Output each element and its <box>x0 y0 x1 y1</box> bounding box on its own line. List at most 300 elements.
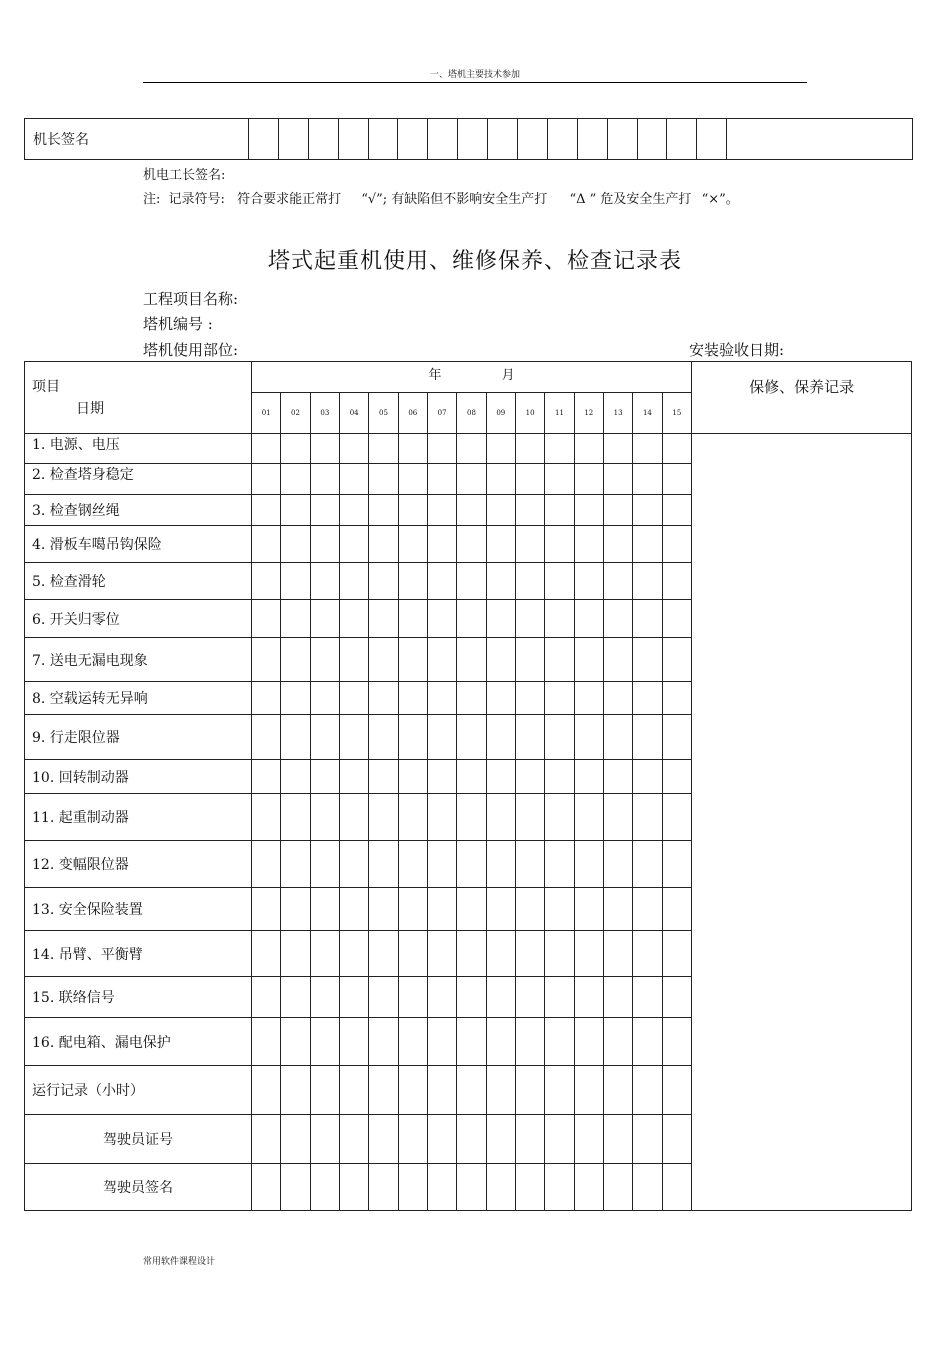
record-cell <box>633 1115 662 1164</box>
record-cell <box>603 434 632 464</box>
record-cell <box>545 682 574 715</box>
row-label: 7. 送电无漏电现象 <box>25 638 252 682</box>
signature-cell <box>428 119 458 160</box>
record-cell <box>369 495 398 526</box>
record-cell <box>310 495 339 526</box>
record-cell <box>457 715 486 760</box>
record-cell <box>252 931 281 977</box>
record-cell <box>427 434 456 464</box>
record-cell <box>603 760 632 794</box>
record-cell <box>633 600 662 638</box>
record-cell <box>310 563 339 600</box>
record-cell <box>545 526 574 563</box>
record-cell <box>633 888 662 931</box>
record-cell <box>574 1164 603 1211</box>
record-cell <box>515 526 544 563</box>
record-cell <box>633 794 662 841</box>
record-cell <box>486 563 515 600</box>
record-cell <box>545 977 574 1018</box>
record-cell <box>252 600 281 638</box>
header-rule <box>143 82 807 83</box>
record-cell <box>486 977 515 1018</box>
row-label: 2. 检查塔身稳定 <box>25 464 252 495</box>
record-cell <box>574 760 603 794</box>
record-cell <box>281 931 310 977</box>
record-cell <box>633 1018 662 1066</box>
day-header-cell: 11 <box>545 393 574 434</box>
record-cell <box>574 563 603 600</box>
record-cell <box>398 563 427 600</box>
record-cell <box>603 1115 632 1164</box>
record-cell <box>486 1115 515 1164</box>
row-label: 10. 回转制动器 <box>25 760 252 794</box>
record-cell <box>398 1164 427 1211</box>
record-cell <box>486 464 515 495</box>
row-label: 4. 滑板车噶吊钩保险 <box>25 526 252 563</box>
record-cell <box>252 1115 281 1164</box>
record-cell <box>457 760 486 794</box>
record-cell <box>398 600 427 638</box>
record-cell <box>369 563 398 600</box>
record-cell <box>457 1115 486 1164</box>
record-cell <box>515 931 544 977</box>
record-cell <box>515 1164 544 1211</box>
crane-location-label: 塔机使用部位: <box>143 341 239 359</box>
record-cell <box>369 434 398 464</box>
record-cell <box>545 1066 574 1115</box>
record-cell <box>252 638 281 682</box>
record-cell <box>398 760 427 794</box>
record-cell <box>369 794 398 841</box>
record-cell <box>545 1115 574 1164</box>
record-cell <box>457 434 486 464</box>
record-cell <box>398 888 427 931</box>
record-cell <box>427 1115 456 1164</box>
signature-cell <box>727 119 913 160</box>
record-cell <box>486 682 515 715</box>
record-cell <box>398 1115 427 1164</box>
record-cell <box>310 931 339 977</box>
record-cell <box>252 760 281 794</box>
record-cell <box>457 495 486 526</box>
record-cell <box>427 1018 456 1066</box>
record-cell <box>545 495 574 526</box>
record-cell <box>574 526 603 563</box>
record-cell <box>662 1066 692 1115</box>
record-cell <box>281 495 310 526</box>
record-cell <box>339 1164 368 1211</box>
record-cell <box>574 1066 603 1115</box>
record-cell <box>515 841 544 888</box>
record-cell <box>545 464 574 495</box>
record-cell <box>515 464 544 495</box>
cross-mark-symbol: “×”。 <box>701 192 739 207</box>
record-cell <box>515 888 544 931</box>
record-cell <box>281 434 310 464</box>
record-cell <box>545 841 574 888</box>
record-cell <box>574 682 603 715</box>
record-cell <box>339 464 368 495</box>
row-label: 6. 开关归零位 <box>25 600 252 638</box>
record-cell <box>603 715 632 760</box>
row-label: 12. 变幅限位器 <box>25 841 252 888</box>
record-cell <box>427 888 456 931</box>
record-cell <box>633 715 662 760</box>
record-cell <box>427 977 456 1018</box>
acceptance-date-label: 安装验收日期: <box>689 341 785 359</box>
maintenance-record-cell <box>692 434 912 1211</box>
record-cell <box>281 715 310 760</box>
record-cell <box>310 888 339 931</box>
day-header-cell: 06 <box>398 393 427 434</box>
record-cell <box>633 434 662 464</box>
record-cell <box>339 563 368 600</box>
signature-cell <box>278 119 308 160</box>
record-cell <box>574 495 603 526</box>
record-cell <box>310 526 339 563</box>
record-cell <box>662 794 692 841</box>
record-cell <box>281 841 310 888</box>
year-month-cell <box>252 362 692 393</box>
record-cell <box>398 464 427 495</box>
signature-cell <box>458 119 488 160</box>
record-cell <box>574 1115 603 1164</box>
record-cell <box>457 638 486 682</box>
record-cell <box>398 638 427 682</box>
record-cell <box>369 841 398 888</box>
record-cell <box>486 600 515 638</box>
record-cell <box>545 715 574 760</box>
record-cell <box>369 1164 398 1211</box>
item-date-header-cell <box>25 362 252 434</box>
record-cell <box>486 638 515 682</box>
row-label: 驾驶员证号 <box>25 1115 252 1164</box>
row-label: 3. 检查钢丝绳 <box>25 495 252 526</box>
row-label: 运行记录（小时） <box>25 1066 252 1115</box>
record-cell <box>457 841 486 888</box>
record-cell <box>398 715 427 760</box>
record-cell <box>662 638 692 682</box>
record-cell <box>603 495 632 526</box>
record-cell <box>252 563 281 600</box>
signature-cell <box>338 119 368 160</box>
record-cell <box>369 1018 398 1066</box>
record-cell <box>310 760 339 794</box>
record-cell <box>339 931 368 977</box>
record-cell <box>662 526 692 563</box>
record-cell <box>662 563 692 600</box>
record-cell <box>662 931 692 977</box>
record-cell <box>603 931 632 977</box>
record-cell <box>369 1066 398 1115</box>
record-cell <box>486 434 515 464</box>
signature-cell <box>547 119 577 160</box>
row-label: 5. 检查滑轮 <box>25 563 252 600</box>
record-cell <box>310 464 339 495</box>
day-header-cell: 15 <box>662 393 692 434</box>
record-cell <box>486 1164 515 1211</box>
record-cell <box>427 600 456 638</box>
day-header-cell: 01 <box>252 393 281 434</box>
record-cell <box>339 977 368 1018</box>
record-cell <box>310 794 339 841</box>
record-cell <box>574 434 603 464</box>
record-cell <box>662 1164 692 1211</box>
record-cell <box>515 600 544 638</box>
day-header-cell: 14 <box>633 393 662 434</box>
record-cell <box>515 1066 544 1115</box>
day-header-cell: 02 <box>281 393 310 434</box>
record-cell <box>281 563 310 600</box>
record-cell <box>398 682 427 715</box>
record-cell <box>427 841 456 888</box>
record-cell <box>545 931 574 977</box>
record-cell <box>339 495 368 526</box>
record-cell <box>603 794 632 841</box>
record-cell <box>486 794 515 841</box>
delta-mark-symbol: “Δ ” <box>569 192 597 207</box>
record-cell <box>486 841 515 888</box>
record-cell <box>369 888 398 931</box>
record-cell <box>515 563 544 600</box>
record-cell <box>545 760 574 794</box>
record-cell <box>339 1066 368 1115</box>
record-cell <box>515 495 544 526</box>
record-cell <box>339 841 368 888</box>
signature-cell <box>398 119 428 160</box>
record-cell <box>574 1018 603 1066</box>
record-cell <box>515 1115 544 1164</box>
record-cell <box>515 977 544 1018</box>
record-cell <box>662 841 692 888</box>
record-cell <box>252 1018 281 1066</box>
record-cell <box>369 1115 398 1164</box>
record-cell <box>486 1066 515 1115</box>
record-cell <box>457 977 486 1018</box>
record-cell <box>310 1066 339 1115</box>
record-cell <box>310 977 339 1018</box>
record-cell <box>457 600 486 638</box>
record-cell <box>427 1164 456 1211</box>
record-cell <box>369 638 398 682</box>
record-cell <box>457 1018 486 1066</box>
record-cell <box>398 841 427 888</box>
record-cell <box>545 600 574 638</box>
signature-cell <box>667 119 697 160</box>
maintenance-record-header: 保修、保养记录 <box>692 362 912 434</box>
day-header-cell: 07 <box>427 393 456 434</box>
note-label: 记录符号: <box>168 192 225 207</box>
record-cell <box>457 1164 486 1211</box>
signature-cell <box>637 119 667 160</box>
note-normal: 符合要求能正常打 <box>237 192 342 207</box>
record-cell <box>369 682 398 715</box>
record-cell <box>252 977 281 1018</box>
note-prefix: 注: <box>143 192 161 207</box>
record-cell <box>603 600 632 638</box>
record-cell <box>545 1018 574 1066</box>
captain-signature-table <box>24 118 913 160</box>
record-cell <box>633 526 662 563</box>
record-cell <box>281 977 310 1018</box>
record-cell <box>515 794 544 841</box>
record-cell <box>252 434 281 464</box>
record-cell <box>662 600 692 638</box>
record-cell <box>574 931 603 977</box>
record-cell <box>369 464 398 495</box>
record-cell <box>457 563 486 600</box>
record-cell <box>457 682 486 715</box>
record-cell <box>574 977 603 1018</box>
record-cell <box>515 638 544 682</box>
record-cell <box>281 760 310 794</box>
record-cell <box>339 888 368 931</box>
record-cell <box>339 682 368 715</box>
record-cell <box>310 715 339 760</box>
record-cell <box>662 464 692 495</box>
record-cell <box>369 715 398 760</box>
record-cell <box>603 1018 632 1066</box>
record-cell <box>252 526 281 563</box>
record-cell <box>281 1164 310 1211</box>
row-label: 1. 电源、电压 <box>25 434 252 464</box>
record-cell <box>515 760 544 794</box>
record-cell <box>427 464 456 495</box>
page-footer: 常用软件课程设计 <box>143 1257 216 1267</box>
record-cell <box>252 682 281 715</box>
day-header-cell: 12 <box>574 393 603 434</box>
row-label: 13. 安全保险装置 <box>25 888 252 931</box>
table-row <box>25 434 912 464</box>
year-label: 年 <box>428 368 442 383</box>
record-cell <box>339 715 368 760</box>
signature-cell <box>607 119 637 160</box>
record-cell <box>545 638 574 682</box>
day-header-cell: 08 <box>457 393 486 434</box>
note-danger: 危及安全生产打 <box>600 192 692 207</box>
record-cell <box>633 841 662 888</box>
record-cell <box>369 526 398 563</box>
record-cell <box>662 888 692 931</box>
record-cell <box>633 638 662 682</box>
record-cell <box>603 888 632 931</box>
record-cell <box>427 760 456 794</box>
item-header: 项目 <box>32 378 60 395</box>
record-cell <box>662 760 692 794</box>
record-cell <box>398 977 427 1018</box>
record-cell <box>603 977 632 1018</box>
record-cell <box>281 464 310 495</box>
record-cell <box>281 1066 310 1115</box>
record-cell <box>574 464 603 495</box>
day-header-cell: 10 <box>515 393 544 434</box>
record-cell <box>662 434 692 464</box>
record-cell <box>486 495 515 526</box>
record-cell <box>252 464 281 495</box>
record-cell <box>427 563 456 600</box>
record-cell <box>281 682 310 715</box>
record-cell <box>574 638 603 682</box>
page-header: 一、塔机主要技术参加 <box>429 70 520 80</box>
record-cell <box>515 434 544 464</box>
inspection-record-table <box>24 361 912 1211</box>
date-header: 日期 <box>76 400 104 417</box>
record-cell <box>281 526 310 563</box>
record-cell <box>574 600 603 638</box>
record-cell <box>339 434 368 464</box>
record-cell <box>486 1018 515 1066</box>
record-cell <box>545 563 574 600</box>
record-cell <box>486 715 515 760</box>
record-cell <box>574 841 603 888</box>
record-cell <box>515 1018 544 1066</box>
record-cell <box>369 931 398 977</box>
signature-cell <box>368 119 398 160</box>
record-cell <box>310 1164 339 1211</box>
record-cell <box>545 888 574 931</box>
record-cell <box>545 1164 574 1211</box>
record-cell <box>633 464 662 495</box>
record-cell <box>310 841 339 888</box>
record-cell <box>427 794 456 841</box>
record-cell <box>633 760 662 794</box>
row-label: 驾驶员签名 <box>25 1164 252 1211</box>
record-cell <box>457 1066 486 1115</box>
record-cell <box>281 794 310 841</box>
record-cell <box>662 1018 692 1066</box>
day-header-cell: 13 <box>603 393 632 434</box>
record-cell <box>633 977 662 1018</box>
record-cell <box>574 794 603 841</box>
record-cell <box>427 682 456 715</box>
signature-cell <box>249 119 279 160</box>
signature-cell <box>697 119 727 160</box>
record-cell <box>486 931 515 977</box>
record-cell <box>369 600 398 638</box>
record-cell <box>281 638 310 682</box>
record-cell <box>398 1066 427 1115</box>
record-cell <box>310 434 339 464</box>
record-cell <box>603 638 632 682</box>
record-cell <box>369 760 398 794</box>
record-cell <box>339 1115 368 1164</box>
record-cell <box>252 841 281 888</box>
record-cell <box>252 1066 281 1115</box>
record-cell <box>310 600 339 638</box>
row-label: 16. 配电箱、漏电保护 <box>25 1018 252 1066</box>
month-label: 月 <box>501 368 515 383</box>
record-cell <box>662 1115 692 1164</box>
record-cell <box>252 794 281 841</box>
signature-cell <box>488 119 518 160</box>
row-label: 11. 起重制动器 <box>25 794 252 841</box>
record-cell <box>633 1164 662 1211</box>
record-cell <box>339 526 368 563</box>
record-cell <box>339 794 368 841</box>
record-cell <box>252 715 281 760</box>
record-cell <box>310 1018 339 1066</box>
record-cell <box>633 682 662 715</box>
signature-cell <box>577 119 607 160</box>
record-cell <box>603 1164 632 1211</box>
check-mark-symbol: “√” <box>361 192 383 207</box>
day-header-cell: 05 <box>369 393 398 434</box>
record-cell <box>574 888 603 931</box>
record-cell <box>369 977 398 1018</box>
record-cell <box>427 715 456 760</box>
record-cell <box>398 434 427 464</box>
record-cell <box>633 495 662 526</box>
